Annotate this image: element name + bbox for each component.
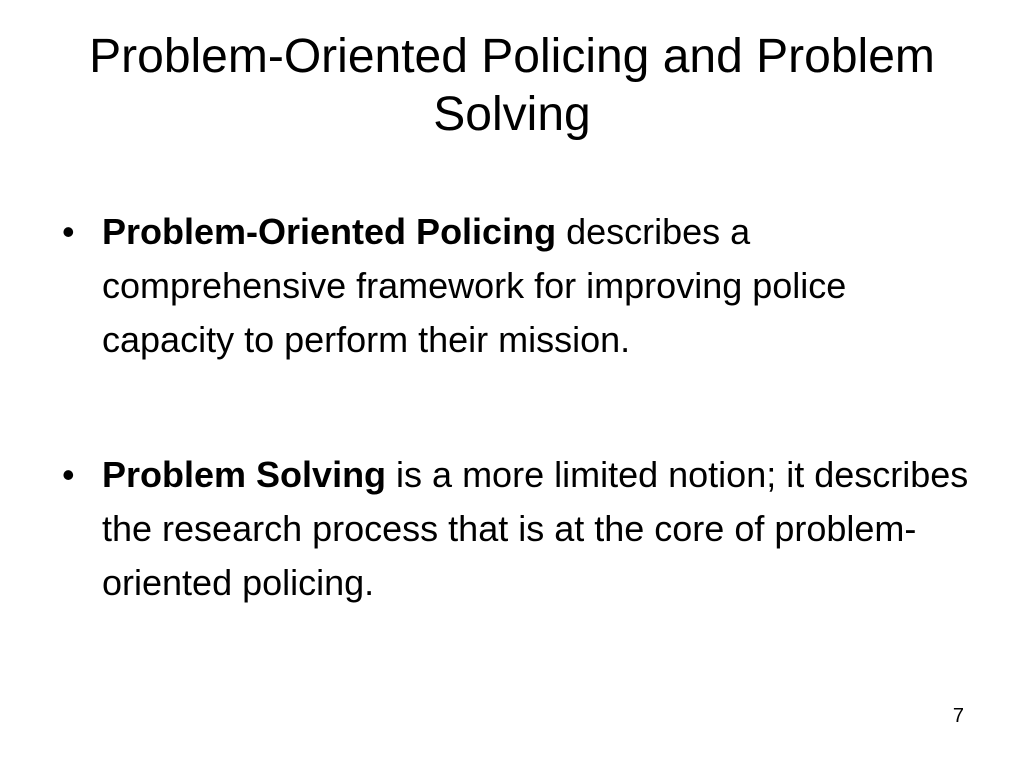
page-number: 7 xyxy=(952,705,964,727)
bullet-item-problem-solving xyxy=(60,448,970,610)
bullet-text: describes a comprehensive framework for improving police capacity to perform their mission. xyxy=(102,211,847,360)
bullet-dot-icon: • xyxy=(62,211,75,252)
bullet-text: is a more limited notion; it describes the research process that is at the core of problem-oriented policing. xyxy=(102,454,969,603)
bullet-term: Problem Solving xyxy=(102,454,387,495)
slide-title: Problem-Oriented Policing and Problem Solving xyxy=(89,30,935,141)
bullet-dot-icon: • xyxy=(62,454,75,495)
bullet-term: Problem-Oriented Policing xyxy=(102,211,557,252)
bullet-list xyxy=(60,205,970,610)
bullet-item-problem-oriented-policing xyxy=(60,205,970,367)
